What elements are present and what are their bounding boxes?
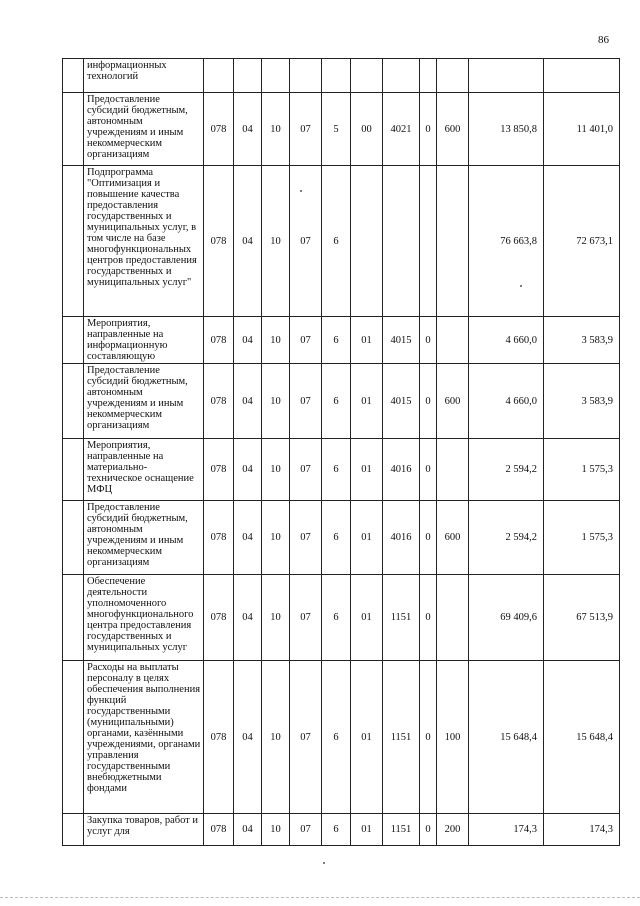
code-cell: 04 <box>234 439 262 501</box>
index-cell <box>63 166 84 317</box>
table-row <box>63 93 620 166</box>
code-cell: 04 <box>234 575 262 661</box>
amount-actual: 174,3 <box>544 814 620 846</box>
code-cell: 6 <box>322 501 351 575</box>
code-cell <box>437 317 469 364</box>
amount-plan: 4 660,0 <box>469 317 544 364</box>
code-cell: 07 <box>290 317 322 364</box>
index-cell <box>63 317 84 364</box>
code-cell: 078 <box>204 364 234 439</box>
code-cell: 10 <box>262 501 290 575</box>
code-cell: 10 <box>262 814 290 846</box>
index-cell <box>63 59 84 93</box>
code-cell: 078 <box>204 166 234 317</box>
code-cell: 100 <box>437 661 469 814</box>
amount-plan <box>469 59 544 93</box>
table-row <box>63 661 620 814</box>
code-cell <box>290 59 322 93</box>
amount-actual: 72 673,1 <box>544 166 620 317</box>
item-name: Мероприятия, направленные на информационную составляющую <box>84 317 204 364</box>
code-cell: 600 <box>437 364 469 439</box>
code-cell <box>322 59 351 93</box>
amount-plan: 2 594,2 <box>469 501 544 575</box>
code-cell: 078 <box>204 814 234 846</box>
code-cell: 4016 <box>383 501 420 575</box>
code-cell: 07 <box>290 166 322 317</box>
item-name: Предоставление субсидий бюджетным, автономным учреждениям и иным некоммерческим организациям <box>84 93 204 166</box>
index-cell <box>63 814 84 846</box>
amount-plan: 2 594,2 <box>469 439 544 501</box>
code-cell: 10 <box>262 93 290 166</box>
code-cell: 10 <box>262 317 290 364</box>
table-body <box>63 59 620 846</box>
amount-actual: 3 583,9 <box>544 317 620 364</box>
code-cell <box>262 59 290 93</box>
amount-plan: 174,3 <box>469 814 544 846</box>
code-cell <box>351 59 383 93</box>
code-cell: 4015 <box>383 364 420 439</box>
amount-plan: 15 648,4 <box>469 661 544 814</box>
code-cell: 07 <box>290 364 322 439</box>
code-cell: 200 <box>437 814 469 846</box>
item-name: Мероприятия, направленные на материально-техническое оснащение МФЦ <box>84 439 204 501</box>
code-cell: 04 <box>234 93 262 166</box>
code-cell: 0 <box>420 575 437 661</box>
code-cell <box>383 166 420 317</box>
table-row <box>63 501 620 575</box>
scan-speck <box>520 285 522 287</box>
code-cell: 07 <box>290 661 322 814</box>
code-cell <box>383 59 420 93</box>
code-cell: 10 <box>262 364 290 439</box>
code-cell <box>437 575 469 661</box>
code-cell: 600 <box>437 93 469 166</box>
code-cell: 078 <box>204 93 234 166</box>
code-cell: 0 <box>420 93 437 166</box>
code-cell <box>420 166 437 317</box>
code-cell: 04 <box>234 661 262 814</box>
code-cell: 10 <box>262 661 290 814</box>
item-name: Расходы на выплаты персоналу в целях обеспечения выполнения функций государственными (муниципальными) органами, казёнными учреждениями, органами управления государственными внебюджетными фондами <box>84 661 204 814</box>
code-cell: 07 <box>290 501 322 575</box>
index-cell <box>63 501 84 575</box>
amount-actual: 15 648,4 <box>544 661 620 814</box>
amount-plan: 13 850,8 <box>469 93 544 166</box>
item-name: Закупка товаров, работ и услуг для <box>84 814 204 846</box>
code-cell: 10 <box>262 575 290 661</box>
code-cell: 01 <box>351 439 383 501</box>
scan-speck <box>323 862 325 864</box>
index-cell <box>63 575 84 661</box>
code-cell: 01 <box>351 364 383 439</box>
code-cell: 0 <box>420 814 437 846</box>
amount-actual <box>544 59 620 93</box>
table-row <box>63 439 620 501</box>
code-cell: 0 <box>420 439 437 501</box>
budget-table <box>62 58 620 846</box>
code-cell: 0 <box>420 317 437 364</box>
code-cell: 04 <box>234 166 262 317</box>
code-cell: 0 <box>420 661 437 814</box>
code-cell: 1151 <box>383 575 420 661</box>
item-name: Предоставление субсидий бюджетным, автономным учреждениям и иным некоммерческим организациям <box>84 501 204 575</box>
table-row <box>63 59 620 93</box>
page-number: 86 <box>598 34 609 46</box>
code-cell: 1151 <box>383 814 420 846</box>
table-row <box>63 364 620 439</box>
code-cell: 078 <box>204 317 234 364</box>
code-cell <box>437 59 469 93</box>
index-cell <box>63 364 84 439</box>
code-cell: 6 <box>322 166 351 317</box>
item-name: Предоставление субсидий бюджетным, автономным учреждениям и иным некоммерческим организациям <box>84 364 204 439</box>
code-cell: 078 <box>204 501 234 575</box>
code-cell: 01 <box>351 814 383 846</box>
code-cell: 4016 <box>383 439 420 501</box>
item-name: Подпрограмма "Оптимизация и повышение качества предоставления государственных и муниципальных услуг, в том числе на базе многофункциональных центров предоставления государственных и муниципальных услуг" <box>84 166 204 317</box>
code-cell <box>437 166 469 317</box>
scan-speck <box>300 190 302 192</box>
item-name: информационных технологий <box>84 59 204 93</box>
code-cell <box>420 59 437 93</box>
code-cell: 10 <box>262 166 290 317</box>
code-cell: 078 <box>204 661 234 814</box>
code-cell: 078 <box>204 439 234 501</box>
code-cell <box>204 59 234 93</box>
code-cell: 0 <box>420 501 437 575</box>
code-cell: 01 <box>351 317 383 364</box>
code-cell: 6 <box>322 814 351 846</box>
code-cell: 07 <box>290 575 322 661</box>
code-cell: 6 <box>322 575 351 661</box>
code-cell: 04 <box>234 317 262 364</box>
code-cell: 5 <box>322 93 351 166</box>
code-cell: 01 <box>351 501 383 575</box>
amount-plan: 69 409,6 <box>469 575 544 661</box>
code-cell: 4021 <box>383 93 420 166</box>
code-cell: 6 <box>322 317 351 364</box>
code-cell: 07 <box>290 814 322 846</box>
code-cell: 6 <box>322 364 351 439</box>
code-cell: 4015 <box>383 317 420 364</box>
code-cell <box>437 439 469 501</box>
code-cell <box>234 59 262 93</box>
amount-actual: 67 513,9 <box>544 575 620 661</box>
amount-actual: 1 575,3 <box>544 439 620 501</box>
index-cell <box>63 661 84 814</box>
code-cell: 00 <box>351 93 383 166</box>
table-row <box>63 317 620 364</box>
index-cell <box>63 439 84 501</box>
code-cell: 10 <box>262 439 290 501</box>
code-cell: 6 <box>322 661 351 814</box>
code-cell <box>351 166 383 317</box>
code-cell: 04 <box>234 501 262 575</box>
amount-plan: 76 663,8 <box>469 166 544 317</box>
amount-actual: 3 583,9 <box>544 364 620 439</box>
code-cell: 07 <box>290 439 322 501</box>
code-cell: 04 <box>234 364 262 439</box>
code-cell: 6 <box>322 439 351 501</box>
code-cell: 1151 <box>383 661 420 814</box>
code-cell: 600 <box>437 501 469 575</box>
code-cell: 04 <box>234 814 262 846</box>
code-cell: 01 <box>351 575 383 661</box>
code-cell: 07 <box>290 93 322 166</box>
code-cell: 01 <box>351 661 383 814</box>
table-row <box>63 575 620 661</box>
amount-actual: 11 401,0 <box>544 93 620 166</box>
amount-actual: 1 575,3 <box>544 501 620 575</box>
index-cell <box>63 93 84 166</box>
code-cell: 078 <box>204 575 234 661</box>
table-row <box>63 814 620 846</box>
code-cell: 0 <box>420 364 437 439</box>
amount-plan: 4 660,0 <box>469 364 544 439</box>
table-row <box>63 166 620 317</box>
item-name: Обеспечение деятельности уполномоченного многофункционального центра предоставления государственных и муниципальных услуг <box>84 575 204 661</box>
